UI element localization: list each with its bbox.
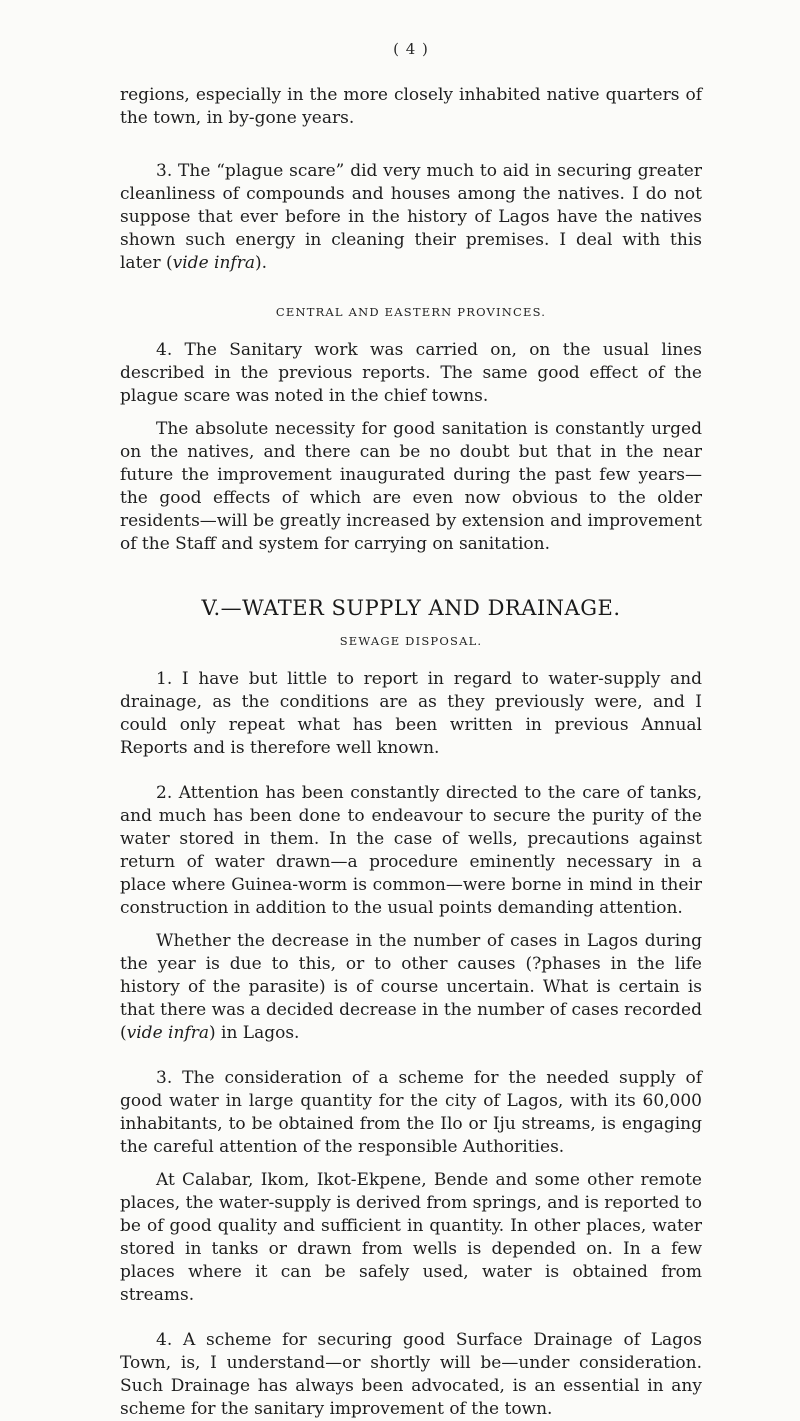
- heading-central-eastern-provinces: CENTRAL AND EASTERN PROVINCES.: [275, 305, 547, 319]
- paragraph-text-end: ) in Lagos.: [208, 1023, 300, 1043]
- paragraph-surface-drainage: 4. A scheme for securing good Surface Drainage of Lagos Town, is, I understand—or shortly will be—under consideration. Such Drainage has always been advocated, is an essential in any scheme for the sanitary improvement of the town.: [120, 1330, 702, 1419]
- paragraph-sanitation-necessity: The absolute necessity for good sanitation is constantly urged on the natives, and there can be no doubt but that in the near future the improvement inaugurated during the past few years—the good effects of which are even now obvious to the older residents—will be greatly increased by extension and improvement of the Staff and system for carrying on sanitation.: [120, 419, 702, 554]
- paragraph-continuation: regions, especially in the more closely inhabited native quarters of the town, in by-gone years.: [120, 85, 702, 128]
- paragraph-text: Whether the decrease in the number of cases in Lagos during the year is due to this, or to other causes (?phases in the life history of the parasite) is of course uncertain. What is certain is that there was a decided decrease in the number of cases recorded (: [120, 931, 702, 1043]
- section-heading-water-supply: V.—WATER SUPPLY AND DRAINAGE.: [201, 596, 621, 620]
- document-page: [120, 40, 702, 1421]
- paragraph-water-supply-report: 1. I have but little to report in regard to water-supply and drainage, as the conditions are as they previously were, and I could only repeat what has been written in previous Annual Reports and is therefore well known.: [120, 669, 702, 758]
- page-number: ( 4 ): [393, 40, 429, 58]
- paragraph-text: 3. The “plague scare” did very much to aid in securing greater cleanliness of compounds and houses among the natives. I do not suppose that ever before in the history of Lagos have the natives shown such energy in cleaning their premises. I deal with this later (: [120, 161, 702, 273]
- italic-reference: vide infra: [126, 1023, 209, 1043]
- paragraph-lagos-water-scheme: 3. The consideration of a scheme for the needed supply of good water in large quantity for the city of Lagos, with its 60,000 inhabitants, to be obtained from the Ilo or Iju streams, is engaging the careful attention of the responsible Authorities.: [120, 1068, 702, 1157]
- subheading-sewage-disposal: SEWAGE DISPOSAL.: [339, 634, 483, 648]
- italic-reference: vide infra: [172, 253, 255, 273]
- paragraph-tanks-wells: 2. Attention has been constantly directed to the care of tanks, and much has been done to endeavour to secure the purity of the water stored in them. In the case of wells, precautions against return of water drawn—a procedure eminently necessary in a place where Guinea-worm is common—were borne in mind in their construction in addition to the usual points demanding attention.: [120, 783, 702, 918]
- paragraph-plague-scare: [120, 160, 702, 275]
- paragraph-sanitary-work: 4. The Sanitary work was carried on, on the usual lines described in the previous reports. The same good effect of the plague scare was noted in the chief towns.: [120, 340, 702, 406]
- paragraph-calabar-water: At Calabar, Ikom, Ikot-Ekpene, Bende and some other remote places, the water-supply is derived from springs, and is reported to be of good quality and sufficient in quantity. In other places, water stored in tanks or drawn from wells is depended on. In a few places where it can be safely used, water is obtained from streams.: [120, 1170, 702, 1305]
- paragraph-text-end: ).: [254, 253, 268, 273]
- paragraph-guinea-worm-decrease: [120, 930, 702, 1045]
